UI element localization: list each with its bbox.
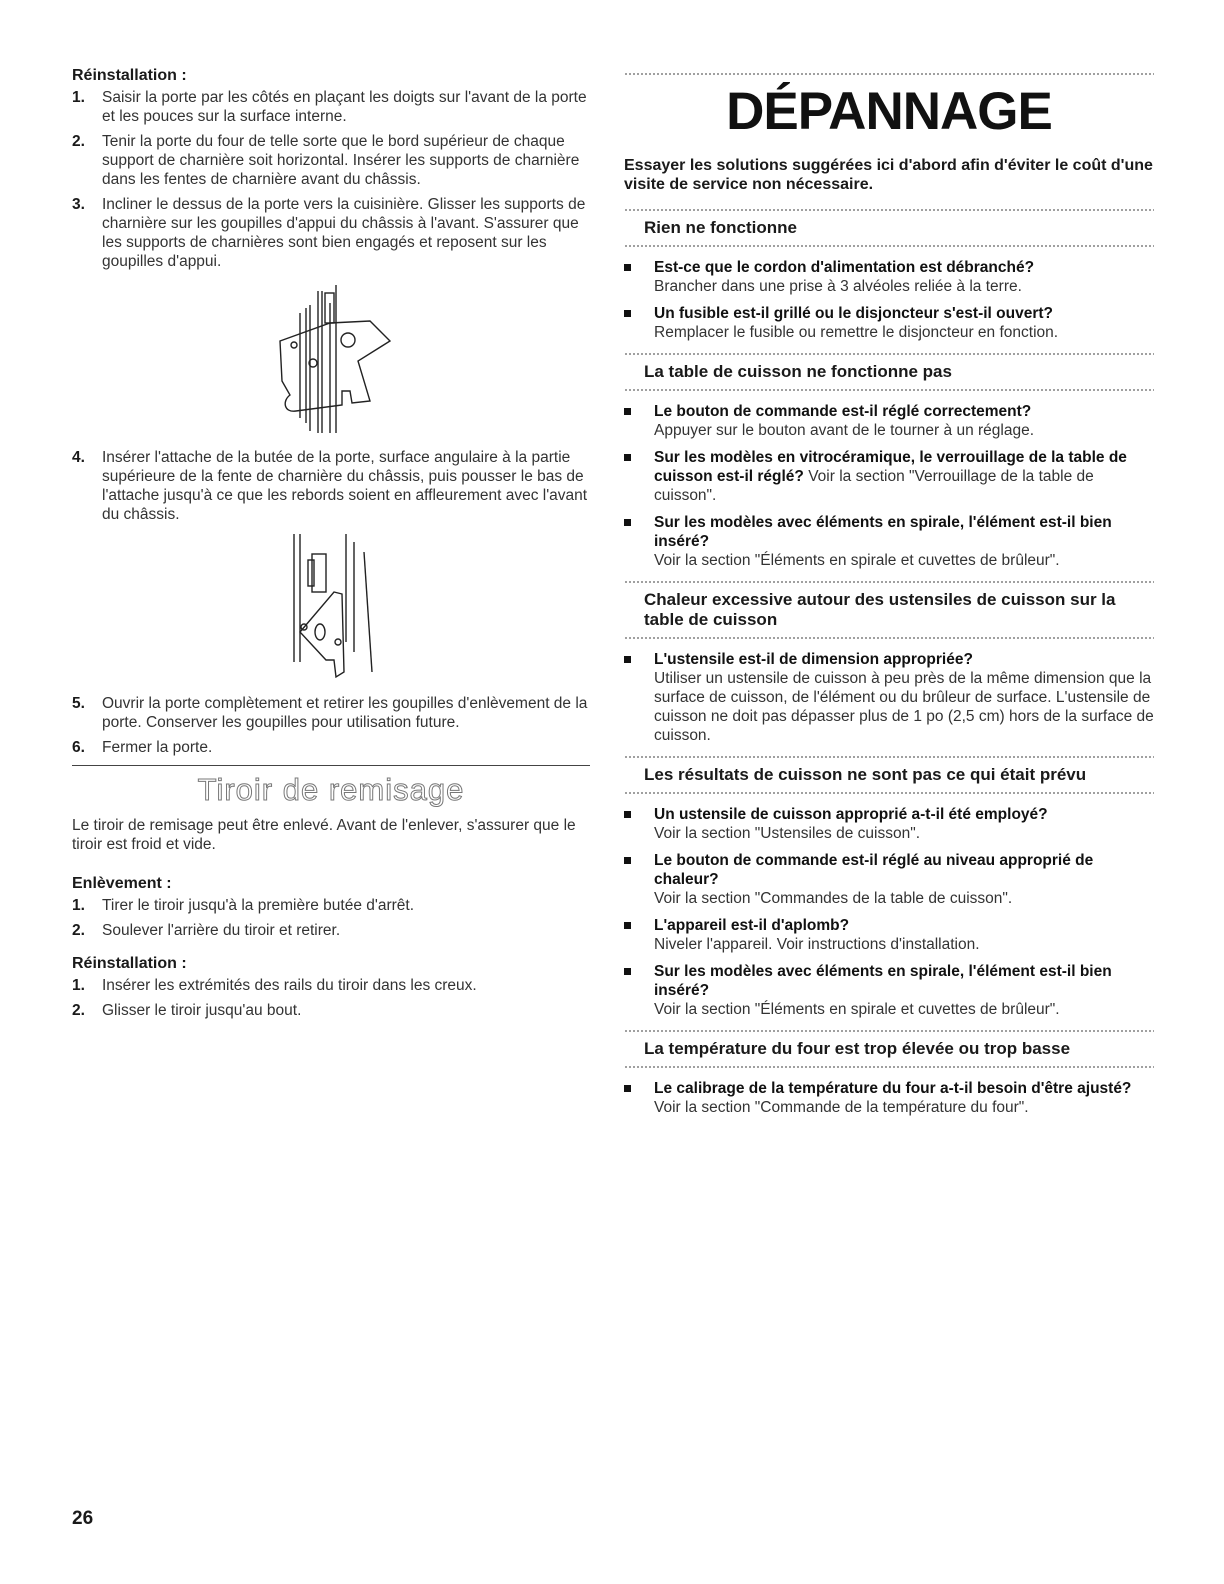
dotted-rule	[624, 636, 1154, 640]
question-item: Le bouton de commande est-il réglé au niveau approprié de chaleur? Voir la section "Commandes de la table de cuisson".	[624, 851, 1154, 908]
question-item: Un ustensile de cuisson approprié a-t-il été employé? Voir la section "Ustensiles de cuisson".	[624, 805, 1154, 843]
step-item: 2. Soulever l'arrière du tiroir et retirer.	[72, 922, 341, 939]
section-title: Rien ne fonctionne	[644, 218, 797, 237]
troubleshoot-section	[624, 352, 1154, 570]
step-item: 1. Insérer les extrémités des rails du tiroir dans les creux.	[72, 977, 477, 994]
section-divider	[72, 765, 590, 766]
drawer-intro: Le tiroir de remisage peut être enlevé. Avant de l'enlever, s'assurer que le tiroir est froid et vide.	[72, 817, 576, 853]
section-title: Les résultats de cuisson ne sont pas ce qui était prévu	[644, 765, 1087, 784]
dotted-rule	[624, 1065, 1154, 1069]
step-item: 3. Incliner le dessus de la porte vers la cuisinière. Glisser les supports de charnière sur les goupilles d'appui du châssis à l'avant. S'assurer que les supports de charnières sont bien engagés et reposent sur les goupilles d'appui.	[72, 196, 586, 270]
troubleshoot-section	[624, 1029, 1154, 1117]
question-list	[624, 402, 1154, 570]
section-title: La table de cuisson ne fonctionne pas	[644, 362, 952, 381]
question-item: Le calibrage de la température du four a-t-il besoin d'être ajusté? Voir la section "Commande de la température du four".	[624, 1079, 1154, 1117]
dotted-rule	[624, 791, 1154, 795]
troubleshoot-section	[624, 580, 1154, 745]
left-column	[72, 66, 590, 1026]
question-item: Un fusible est-il grillé ou le disjoncteur s'est-il ouvert? Remplacer le fusible ou remettre le disjoncteur en fonction.	[624, 304, 1154, 342]
dotted-rule	[624, 388, 1154, 392]
door-reinstall-steps-end	[72, 694, 590, 757]
troubleshoot-section	[624, 755, 1154, 1019]
question-item: Le bouton de commande est-il réglé correctement? Appuyer sur le bouton avant de le tourner à un réglage.	[624, 402, 1154, 440]
question-list	[624, 258, 1154, 342]
question-item: Est-ce que le cordon d'alimentation est débranché? Brancher dans une prise à 3 alvéoles reliée à la terre.	[624, 258, 1154, 296]
dotted-rule	[624, 72, 1154, 76]
step-item: 2. Tenir la porte du four de telle sorte que le bord supérieur de chaque support de charnière soit horizontal. Insérer les supports de charnière dans les fentes de charnière avant du châssis.	[72, 133, 580, 188]
step-item: 1. Saisir la porte par les côtés en plaçant les doigts sur l'avant de la porte et les pouces sur la surface interne.	[72, 89, 587, 125]
section-title: La température du four est trop élevée ou trop basse	[644, 1039, 1071, 1058]
drawer-removal-heading: Enlèvement :	[72, 875, 172, 892]
step-item: 5. Ouvrir la porte complètement et retirer les goupilles d'enlèvement de la porte. Conserver les goupilles pour utilisation future.	[72, 695, 588, 731]
troubleshoot-section	[624, 208, 1154, 342]
question-item: L'ustensile est-il de dimension appropriée? Utiliser un ustensile de cuisson à peu près de la même dimension que la surface de cuisson, de l'élément ou du brûleur de surface. L'ustensile de cuisson ne doit pas dépasser plus de 1 po (2,5 cm) hors de la surface de cuisson.	[624, 650, 1154, 745]
step-item: 6. Fermer la porte.	[72, 739, 213, 756]
question-item: Sur les modèles avec éléments en spirale, l'élément est-il bien inséré? Voir la section "Éléments en spirale et cuvettes de brûleur".	[624, 962, 1154, 1019]
question-item: Sur les modèles en vitrocéramique, le verrouillage de la table de cuisson est-il réglé? Voir la section "Verrouillage de la table de cuisson".	[624, 448, 1154, 505]
question-list	[624, 805, 1154, 1019]
step-item: 1. Tirer le tiroir jusqu'à la première butée d'arrêt.	[72, 897, 415, 914]
door-stop-clip-illustration	[284, 532, 379, 682]
door-reinstall-steps-cont	[72, 448, 590, 524]
drawer-reinstall-heading: Réinstallation :	[72, 955, 187, 972]
step-item: 4. Insérer l'attache de la butée de la porte, surface angulaire à la partie supérieure de la fente de charnière du châssis, puis pousser le bas de l'attache jusqu'à ce que les rebords soient en affleurement avec l'avant du châssis.	[72, 449, 588, 523]
page-number: 26	[72, 1508, 94, 1529]
door-reinstall-heading: Réinstallation :	[72, 67, 187, 84]
page-title: DÉPANNAGE	[726, 82, 1052, 141]
section-title: Chaleur excessive autour des ustensiles de cuisson sur la table de cuisson	[644, 590, 1116, 629]
question-list	[624, 1079, 1154, 1117]
question-list	[624, 650, 1154, 745]
step-item: 2. Glisser le tiroir jusqu'au bout.	[72, 1002, 302, 1019]
hinge-support-illustration	[270, 283, 395, 438]
drawer-section-title: Tiroir de remisage	[197, 772, 465, 807]
right-column	[624, 72, 1154, 1127]
drawer-removal-steps	[72, 896, 590, 940]
dotted-rule	[624, 244, 1154, 248]
troubleshooting-intro: Essayer les solutions suggérées ici d'abord afin d'éviter le coût d'une visite de service non nécessaire.	[624, 157, 1153, 193]
question-item: Sur les modèles avec éléments en spirale, l'élément est-il bien inséré? Voir la section "Éléments en spirale et cuvettes de brûleur".	[624, 513, 1154, 570]
door-reinstall-steps	[72, 88, 590, 271]
drawer-reinstall-steps	[72, 976, 590, 1020]
question-item: L'appareil est-il d'aplomb? Niveler l'appareil. Voir instructions d'installation.	[624, 916, 1154, 954]
